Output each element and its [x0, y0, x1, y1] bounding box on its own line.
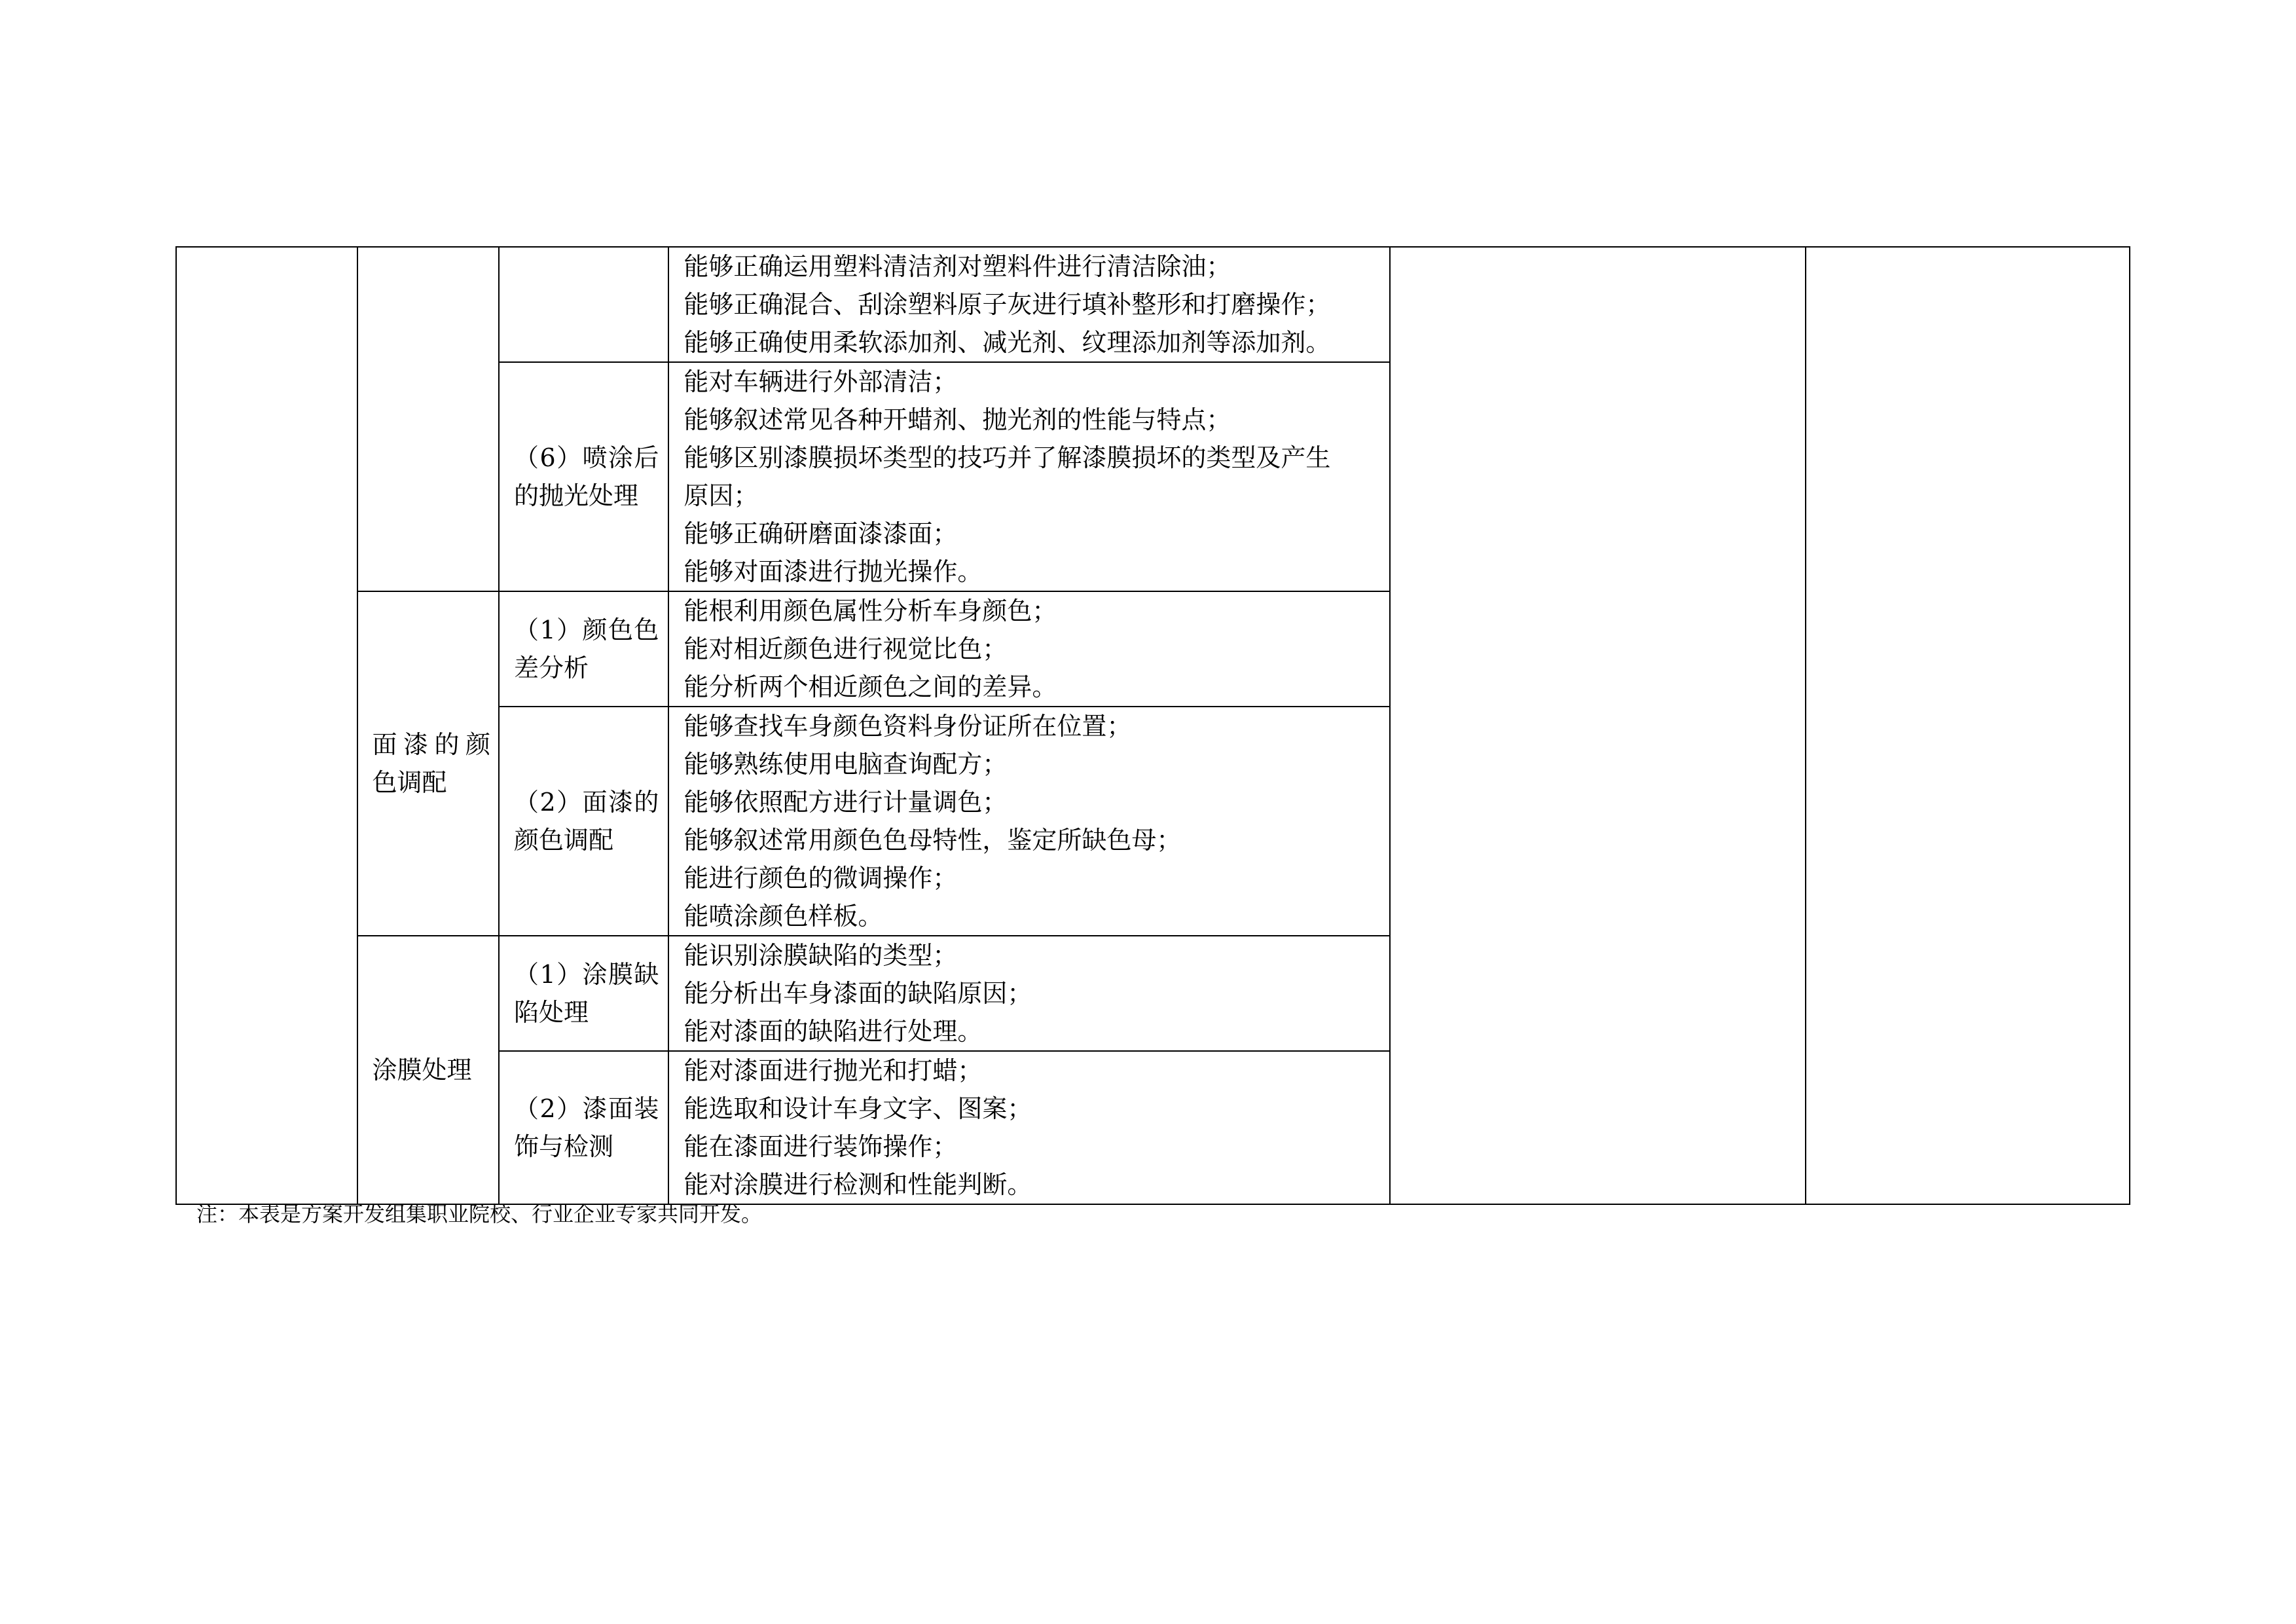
cell-task: （6）喷涂后的抛光处理 [499, 362, 668, 591]
requirement-line: 能够查找车身颜色资料身份证所在位置； [683, 712, 1132, 741]
table-footnote: 注：本表是方案开发组集职业院校、行业企业专家共同开发。 [196, 1202, 763, 1227]
cell-empty-fifth-column [1390, 247, 1806, 1204]
cell-requirements [668, 591, 1390, 707]
cell-empty-sixth-column [1806, 247, 2130, 1204]
cell-module: 涂膜处理 [357, 936, 500, 1204]
requirement-line: 能对相近颜色进行视觉比色； [683, 635, 1008, 663]
requirement-line: 能够区别漆膜损坏类型的技巧并了解漆膜损坏的类型及产生 [683, 443, 1331, 472]
requirement-line: 能够正确研磨面漆漆面； [683, 519, 958, 548]
table-row [176, 247, 2130, 362]
cell-module: 面漆的颜色调配 [357, 591, 500, 936]
requirement-line: 能分析两个相近颜色之间的差异。 [683, 673, 1057, 701]
cell-empty-first-column [176, 247, 357, 1204]
requirement-line: 能根利用颜色属性分析车身颜色； [683, 597, 1057, 625]
cell-task: （2）漆面装饰与检测 [499, 1051, 668, 1204]
requirement-line: 能对漆面的缺陷进行处理。 [683, 1017, 983, 1046]
requirement-line: 能够正确运用塑料清洁剂对塑料件进行清洁除油； [683, 252, 1231, 281]
cell-task: （1）颜色色差分析 [499, 591, 668, 707]
requirement-line: 能喷涂颜色样板。 [683, 902, 883, 931]
requirement-line: 能够依照配方进行计量调色； [683, 788, 1008, 817]
cell-task: （2）面漆的颜色调配 [499, 707, 668, 936]
cell-requirements [668, 247, 1390, 362]
cell-requirements [668, 1051, 1390, 1204]
requirement-line: 能识别涂膜缺陷的类型； [683, 941, 958, 970]
requirement-line: 能够熟练使用电脑查询配方； [683, 750, 1008, 779]
cell-requirements [668, 362, 1390, 591]
requirement-line: 能对漆面进行抛光和打蜡； [683, 1056, 983, 1085]
requirement-line: 能够对面漆进行抛光操作。 [683, 557, 983, 586]
cell-task: （1）涂膜缺陷处理 [499, 936, 668, 1051]
cell-module [357, 247, 500, 591]
requirement-line: 能选取和设计车身文字、图案； [683, 1094, 1032, 1123]
requirement-line: 能够正确使用柔软添加剂、减光剂、纹理添加剂等添加剂。 [683, 328, 1331, 357]
requirement-line: 能够叙述常见各种开蜡剂、抛光剂的性能与特点； [683, 405, 1231, 434]
course-requirements-table [175, 246, 2130, 1205]
requirement-line: 能对涂膜进行检测和性能判断。 [683, 1170, 1032, 1199]
requirement-line: 能够正确混合、刮涂塑料原子灰进行填补整形和打磨操作； [683, 290, 1331, 319]
requirement-line: 能在漆面进行装饰操作； [683, 1132, 958, 1161]
requirement-line: 能进行颜色的微调操作； [683, 864, 958, 893]
cell-requirements [668, 936, 1390, 1051]
cell-requirements [668, 707, 1390, 936]
requirement-line: 原因； [683, 481, 759, 510]
requirement-line: 能对车辆进行外部清洁； [683, 367, 958, 396]
requirement-line: 能够叙述常用颜色色母特性，鉴定所缺色母； [683, 826, 1182, 855]
requirement-line: 能分析出车身漆面的缺陷原因； [683, 979, 1032, 1008]
cell-task [499, 247, 668, 362]
